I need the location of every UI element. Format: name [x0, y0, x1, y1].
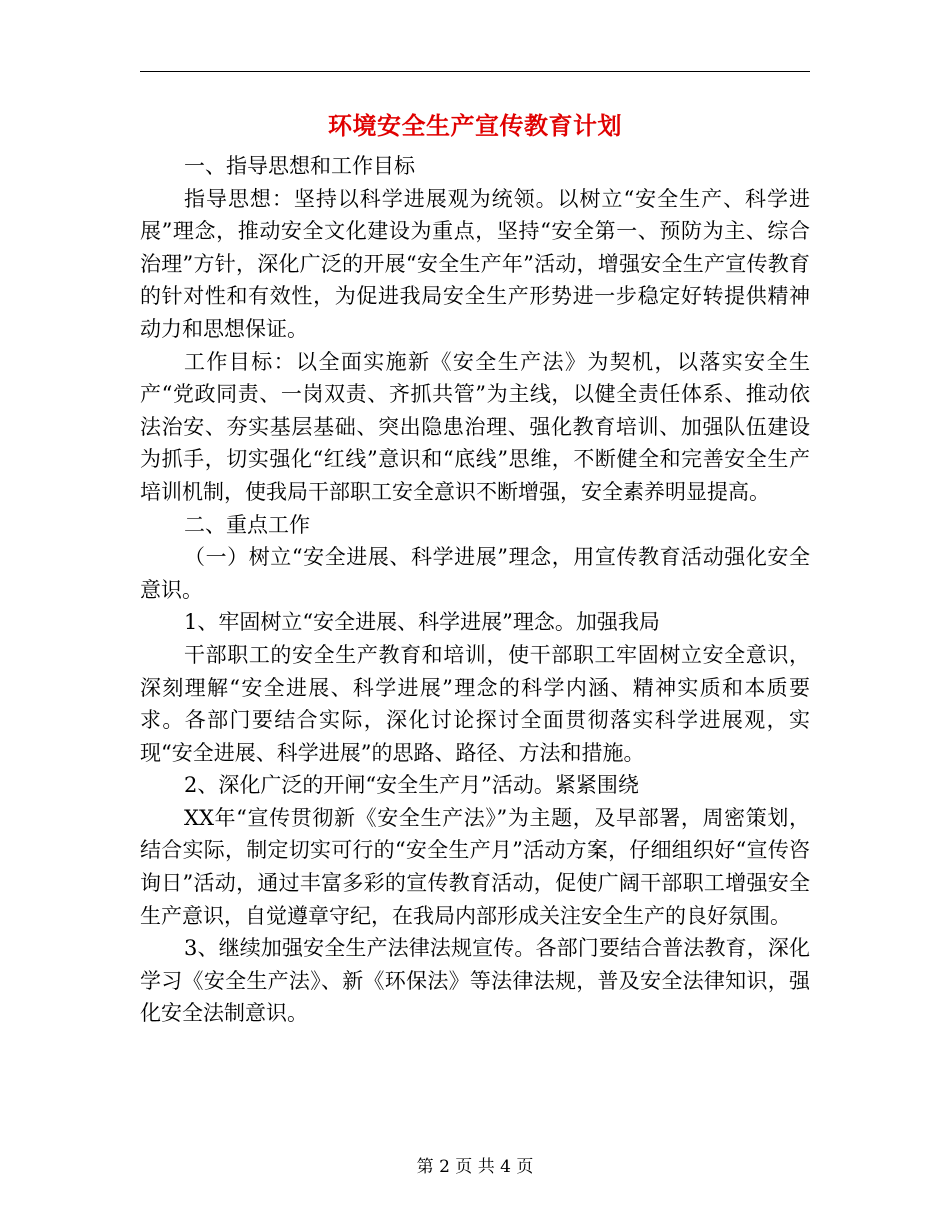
subsection-heading-1: （一）树立“安全进展、科学进展”理念，用宣传教育活动强化安全意识。 — [140, 545, 810, 602]
item-2-body: XX年“宣传贯彻新《安全生产法》”为主题，及早部署，周密策划，结合实际，制定切实可行的“安全生产月”活动方案，仔细组织好“宣传咨询日”活动，通过丰富多彩的宣传教育活动，促使广阔干部职工增强安全生产意识，自觉遵章守纪，在我局内部形成关注安全生产的良好氛围。 — [140, 805, 810, 928]
section-heading-2: 二、重点工作 — [184, 512, 310, 537]
item-3: 3、继续加强安全生产法律法规宣传。各部门要结合普法教育，深化学习《安全生产法》、新《环保法》等法律法规，普及安全法律知识，强化安全法制意识。 — [140, 936, 810, 1026]
page-footer: 第 2 页 共 4 页 — [416, 1157, 534, 1177]
paragraph-guiding-ideology: 指导思想：坚持以科学进展观为统领。以树立“安全生产、科学进展”理念，推动安全文化建设为重点，坚持“安全第一、预防为主、综合治理”方针，深化广泛的开展“安全生产年”活动，增强安全生产宣传教育的针对性和有效性，为促进我局安全生产形势进一步稳定好转提供精神动力和思想保证。 — [140, 186, 810, 341]
paragraph-work-goals: 工作目标：以全面实施新《安全生产法》为契机，以落实安全生产“党政同责、一岗双责、齐抓共管”为主线，以健全责任体系、推动依法治安、夯实基层基础、突出隐患治理、强化教育培训、加强队伍建设为抓手，切实强化“红线”意识和“底线”思维，不断健全和完善安全生产培训机制，使我局干部职工安全意识不断增强，安全素养明显提高。 — [140, 349, 810, 504]
item-1-heading: 1、牢固树立“安全进展、科学进展”理念。加强我局 — [184, 610, 660, 635]
section-heading-1: 一、指导思想和工作目标 — [184, 154, 415, 178]
document-body — [140, 150, 810, 1030]
document-title: 环境安全生产宣传教育计划 — [328, 111, 622, 140]
header-rule — [140, 71, 810, 72]
item-1-body: 干部职工的安全生产教育和培训，使干部职工牢固树立安全意识，深刻理解“安全进展、科学进展”理念的科学内涵、精神实质和本质要求。各部门要结合实际，深化讨论探讨全面贯彻落实科学进展观，实现“安全进展、科学进展”的思路、路径、方法和措施。 — [140, 642, 810, 765]
item-2-heading: 2、深化广泛的开闸“安全生产月”活动。紧紧围绕 — [184, 773, 639, 798]
